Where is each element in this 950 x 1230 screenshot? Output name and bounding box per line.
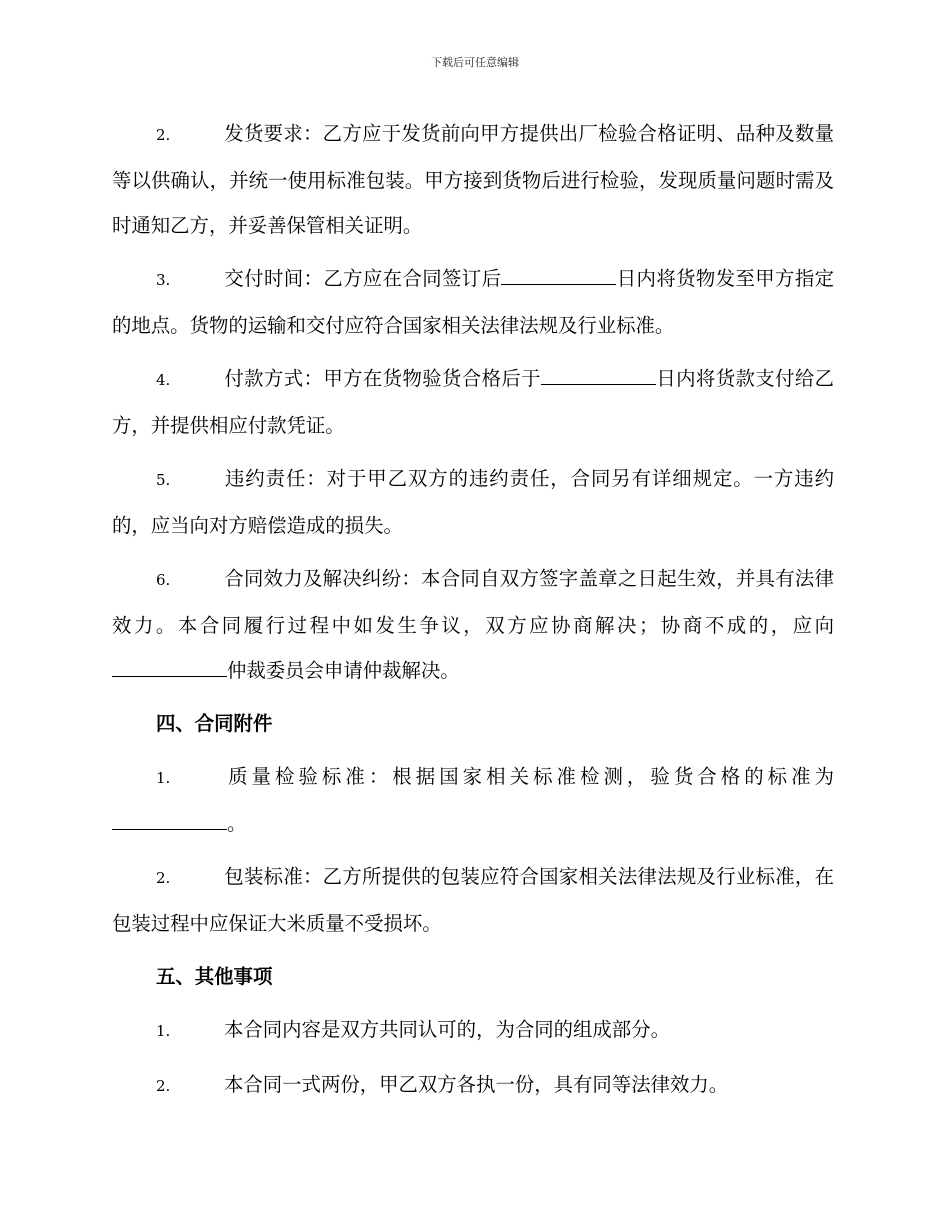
- clause-text-cont: 日内将货物发至甲方指定的地点。货物的运输和交付应符合国家相关法律法规及行业标准。: [112, 267, 835, 337]
- clause-text: 发货要求：乙方应于发货前向甲方提供出厂检验合格证明、品种及数量等以供确认，并统一使用标准包装。甲方接到货物后进行检验，发现质量问题时需及时通知乙方，并妥善保管相关证明。: [112, 122, 834, 237]
- clause-6: [112, 556, 834, 693]
- clause-text: 合同效力及解决纠纷：本合同自双方签字盖章之日起生效，并具有法律效力。本合同履行过程中如发生争议，双方应协商解决；协商不成的，应向: [112, 567, 834, 637]
- clause-number: 4.: [156, 371, 171, 389]
- clause-number: 2.: [156, 1077, 171, 1095]
- clause-number: 6.: [156, 571, 171, 589]
- other-1: [112, 1007, 834, 1054]
- clause-text-cont: 。: [227, 812, 247, 835]
- clause-number: 2.: [156, 126, 171, 144]
- clause-number: 2.: [156, 869, 171, 887]
- clause-4: [112, 356, 834, 448]
- section-heading-attachments: 四、合同附件: [156, 712, 273, 735]
- clause-number: 3.: [156, 271, 171, 289]
- fill-in-blank[interactable]: [541, 367, 656, 385]
- attachment-1: [112, 754, 834, 846]
- clause-number: 5.: [156, 471, 171, 489]
- fill-in-blank[interactable]: [112, 812, 227, 830]
- clause-text: 本合同一式两份，甲乙双方各执一份，具有同等法律效力。: [224, 1073, 729, 1096]
- other-2: [112, 1062, 834, 1109]
- clause-text: 违约责任：对于甲乙双方的违约责任，合同另有详细规定。一方违约的，应当向对方赔偿造成的损失。: [112, 467, 834, 537]
- clause-5: [112, 456, 834, 548]
- clause-number: 1.: [156, 769, 171, 787]
- clause-text: 质量检验标准：根据国家相关标准检测，验货合格的标准为: [224, 765, 834, 788]
- clause-text: 本合同内容是双方共同认可的，为合同的组成部分。: [224, 1018, 670, 1041]
- clause-text: 交付时间：乙方应在合同签订后: [224, 267, 502, 290]
- page-header: 下载后可任意编辑: [431, 56, 519, 69]
- section-heading-other: 五、其他事项: [156, 965, 273, 988]
- document-body: [112, 111, 834, 1117]
- clause-text-cont: 日内将货款支付给乙方，并提供相应付款凭证。: [112, 367, 835, 437]
- clause-number: 1.: [156, 1022, 171, 1040]
- fill-in-blank[interactable]: [112, 659, 227, 677]
- clause-text: 包装标准：乙方所提供的包装应符合国家相关法律法规及行业标准，在包装过程中应保证大米质量不受损坏。: [112, 865, 834, 935]
- clause-text: 付款方式：甲方在货物验货合格后于: [224, 367, 541, 390]
- fill-in-blank[interactable]: [501, 267, 616, 285]
- clause-3: [112, 256, 834, 348]
- clause-2: [112, 111, 834, 248]
- attachment-2: [112, 854, 834, 946]
- clause-text-cont: 仲裁委员会申请仲裁解决。: [227, 659, 460, 682]
